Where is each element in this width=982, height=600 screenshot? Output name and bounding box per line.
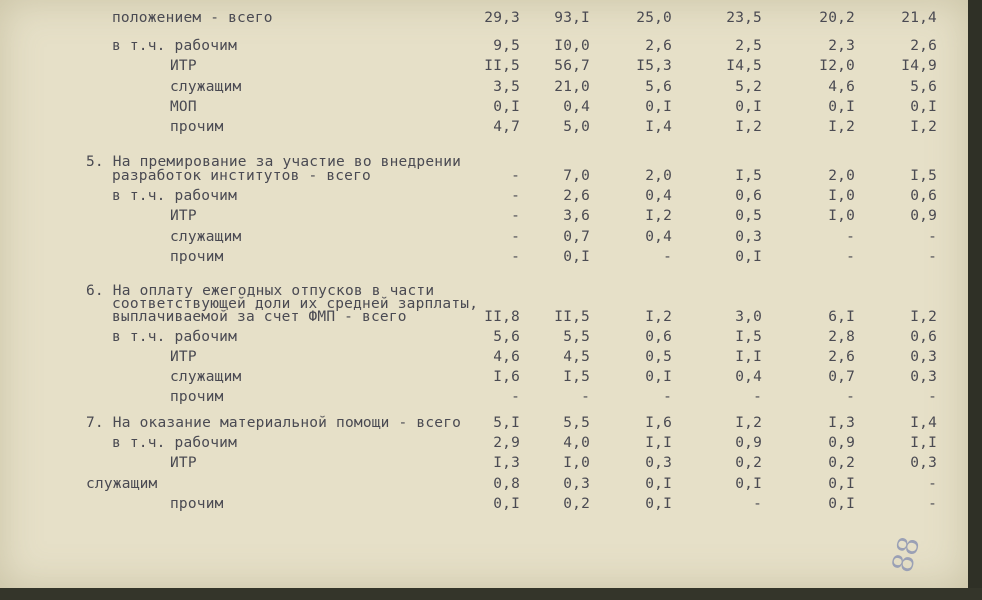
cell-value: 0,6 xyxy=(910,329,937,345)
cell-value: - xyxy=(846,229,855,245)
cell-value: - xyxy=(663,249,672,265)
cell-value: 2,6 xyxy=(828,349,855,365)
cell-value: I,2 xyxy=(645,208,672,224)
table-row xyxy=(0,38,968,58)
table-row xyxy=(0,329,968,349)
cell-value: 0,I xyxy=(828,496,855,512)
row-label: разработок институтов - всего xyxy=(112,168,371,184)
cell-value: 0,8 xyxy=(493,476,520,492)
cell-value: 0,3 xyxy=(735,229,762,245)
cell-value: - xyxy=(753,496,762,512)
cell-value: 0,I xyxy=(493,99,520,115)
cell-value: - xyxy=(846,389,855,405)
cell-value: - xyxy=(511,249,520,265)
cell-value: I,2 xyxy=(828,119,855,135)
cell-value: 0,I xyxy=(828,99,855,115)
cell-value: I,6 xyxy=(645,415,672,431)
cell-value: - xyxy=(511,229,520,245)
row-label: служащим xyxy=(170,79,242,95)
row-label: положением - всего xyxy=(112,10,273,26)
cell-value: 0,4 xyxy=(645,229,672,245)
cell-value: 2,0 xyxy=(645,168,672,184)
cell-value: 0,9 xyxy=(910,208,937,224)
row-label: в т.ч. рабочим xyxy=(112,38,238,54)
table-row xyxy=(0,476,968,496)
book-spine xyxy=(968,0,982,600)
cell-value: I,0 xyxy=(828,208,855,224)
cell-value: I,I xyxy=(910,435,937,451)
row-label: 5. На премирование за участие во внедрении xyxy=(86,154,462,170)
cell-value: 2,3 xyxy=(828,38,855,54)
row-label: служащим xyxy=(86,476,158,492)
cell-value: 0,4 xyxy=(563,99,590,115)
cell-value: 29,3 xyxy=(484,10,520,26)
table-row xyxy=(0,496,968,516)
cell-value: I,I xyxy=(735,349,762,365)
cell-value: I,2 xyxy=(645,309,672,325)
cell-value: 21,4 xyxy=(901,10,937,26)
cell-value: 2,6 xyxy=(910,38,937,54)
row-label: прочим xyxy=(170,496,224,512)
cell-value: 0,7 xyxy=(828,369,855,385)
table-row xyxy=(0,249,968,269)
table-row xyxy=(0,435,968,455)
cell-value: - xyxy=(581,389,590,405)
cell-value: I,2 xyxy=(910,119,937,135)
cell-value: 2,0 xyxy=(828,168,855,184)
cell-value: - xyxy=(928,476,937,492)
row-label: в т.ч. рабочим xyxy=(112,329,238,345)
cell-value: 0,6 xyxy=(735,188,762,204)
cell-value: 25,0 xyxy=(636,10,672,26)
cell-value: 5,6 xyxy=(645,79,672,95)
cell-value: 0,I xyxy=(735,99,762,115)
cell-value: - xyxy=(511,168,520,184)
cell-value: - xyxy=(511,389,520,405)
cell-value: - xyxy=(753,389,762,405)
row-label: ИТР xyxy=(170,455,197,471)
cell-value: 0,4 xyxy=(735,369,762,385)
cell-value: I,5 xyxy=(563,369,590,385)
row-label: ИТР xyxy=(170,349,197,365)
cell-value: 0,3 xyxy=(910,349,937,365)
cell-value: I,5 xyxy=(735,168,762,184)
cell-value: 20,2 xyxy=(819,10,855,26)
cell-value: 0,3 xyxy=(910,369,937,385)
table-row xyxy=(0,229,968,249)
cell-value: 0,5 xyxy=(735,208,762,224)
cell-value: 9,5 xyxy=(493,38,520,54)
cell-value: 3,0 xyxy=(735,309,762,325)
row-label: 7. На оказание материальной помощи - всего xyxy=(86,415,462,431)
cell-value: 0,I xyxy=(563,249,590,265)
cell-value: 5,5 xyxy=(563,329,590,345)
cell-value: 0,I xyxy=(645,476,672,492)
table-row xyxy=(0,455,968,475)
cell-value: 0,6 xyxy=(645,329,672,345)
table-row xyxy=(0,415,968,435)
cell-value: 56,7 xyxy=(554,58,590,74)
table-row xyxy=(0,349,968,369)
cell-value: 0,I xyxy=(735,476,762,492)
cell-value: 0,3 xyxy=(910,455,937,471)
cell-value: I,I xyxy=(645,435,672,451)
cell-value: 0,I xyxy=(645,99,672,115)
cell-value: 2,8 xyxy=(828,329,855,345)
cell-value: 0,7 xyxy=(563,229,590,245)
cell-value: 93,I xyxy=(554,10,590,26)
table-row xyxy=(0,389,968,409)
table-row xyxy=(0,208,968,228)
cell-value: 3,6 xyxy=(563,208,590,224)
cell-value: 0,2 xyxy=(735,455,762,471)
cell-value: 5,6 xyxy=(493,329,520,345)
cell-value: 4,7 xyxy=(493,119,520,135)
cell-value: I,2 xyxy=(910,309,937,325)
row-label: соответствующей доли их средней зарплаты, xyxy=(112,296,479,312)
cell-value: 4,6 xyxy=(828,79,855,95)
cell-value: I2,0 xyxy=(819,58,855,74)
cell-value: 2,5 xyxy=(735,38,762,54)
cell-value: I5,3 xyxy=(636,58,672,74)
cell-value: 5,2 xyxy=(735,79,762,95)
cell-value: 0,5 xyxy=(645,349,672,365)
cell-value: I,4 xyxy=(910,415,937,431)
table-row xyxy=(0,188,968,208)
cell-value: 0,3 xyxy=(563,476,590,492)
cell-value: - xyxy=(928,496,937,512)
row-label: служащим xyxy=(170,229,242,245)
table-row xyxy=(0,58,968,78)
cell-value: I,6 xyxy=(493,369,520,385)
cell-value: 5,5 xyxy=(563,415,590,431)
cell-value: II,5 xyxy=(484,58,520,74)
cell-value: 0,I xyxy=(910,99,937,115)
cell-value: 3,5 xyxy=(493,79,520,95)
cell-value: 23,5 xyxy=(726,10,762,26)
cell-value: I4,9 xyxy=(901,58,937,74)
cell-value: II,5 xyxy=(554,309,590,325)
cell-value: 7,0 xyxy=(563,168,590,184)
row-label: прочим xyxy=(170,389,224,405)
cell-value: 4,5 xyxy=(563,349,590,365)
cell-value: I,2 xyxy=(735,119,762,135)
cell-value: I0,0 xyxy=(554,38,590,54)
cell-value: 0,6 xyxy=(910,188,937,204)
cell-value: 0,4 xyxy=(645,188,672,204)
row-label: в т.ч. рабочим xyxy=(112,188,238,204)
cell-value: I,0 xyxy=(563,455,590,471)
cell-value: - xyxy=(663,389,672,405)
page-number: 88 xyxy=(885,533,927,576)
cell-value: 5,0 xyxy=(563,119,590,135)
row-label: прочим xyxy=(170,249,224,265)
cell-value: II,8 xyxy=(484,309,520,325)
cell-value: I4,5 xyxy=(726,58,762,74)
cell-value: 0,9 xyxy=(735,435,762,451)
row-label: ИТР xyxy=(170,208,197,224)
cell-value: - xyxy=(928,249,937,265)
cell-value: 21,0 xyxy=(554,79,590,95)
cell-value: 5,I xyxy=(493,415,520,431)
cell-value: 2,6 xyxy=(645,38,672,54)
row-label: в т.ч. рабочим xyxy=(112,435,238,451)
cell-value: 6,I xyxy=(828,309,855,325)
cell-value: I,3 xyxy=(828,415,855,431)
cell-value: 0,3 xyxy=(645,455,672,471)
table-row xyxy=(0,369,968,389)
row-label: прочим xyxy=(170,119,224,135)
cell-value: I,5 xyxy=(910,168,937,184)
row-label: МОП xyxy=(170,99,197,115)
cell-value: 0,2 xyxy=(563,496,590,512)
row-label: 6. На оплату ежегодных отпусков в части xyxy=(86,283,435,299)
cell-value: I,4 xyxy=(645,119,672,135)
cell-value: 0,I xyxy=(828,476,855,492)
cell-value: - xyxy=(511,188,520,204)
cell-value: 0,2 xyxy=(828,455,855,471)
table-row xyxy=(0,309,968,329)
table-row xyxy=(0,119,968,139)
table-row xyxy=(0,168,968,188)
cell-value: I,5 xyxy=(735,329,762,345)
row-label: ИТР xyxy=(170,58,197,74)
cell-value: 4,0 xyxy=(563,435,590,451)
cell-value: 4,6 xyxy=(493,349,520,365)
cell-value: 5,6 xyxy=(910,79,937,95)
cell-value: I,3 xyxy=(493,455,520,471)
table-row xyxy=(0,99,968,119)
cell-value: - xyxy=(928,389,937,405)
cell-value: 2,9 xyxy=(493,435,520,451)
table-row xyxy=(0,79,968,99)
cell-value: I,0 xyxy=(828,188,855,204)
cell-value: 0,9 xyxy=(828,435,855,451)
scan-background xyxy=(0,588,982,600)
row-label: служащим xyxy=(170,369,242,385)
cell-value: - xyxy=(511,208,520,224)
cell-value: - xyxy=(846,249,855,265)
row-label: выплачиваемой за счет ФМП - всего xyxy=(112,309,407,325)
cell-value: 0,I xyxy=(645,496,672,512)
cell-value: I,2 xyxy=(735,415,762,431)
table-row xyxy=(0,10,968,30)
cell-value: 2,6 xyxy=(563,188,590,204)
cell-value: 0,I xyxy=(493,496,520,512)
cell-value: 0,I xyxy=(645,369,672,385)
cell-value: - xyxy=(928,229,937,245)
cell-value: 0,I xyxy=(735,249,762,265)
